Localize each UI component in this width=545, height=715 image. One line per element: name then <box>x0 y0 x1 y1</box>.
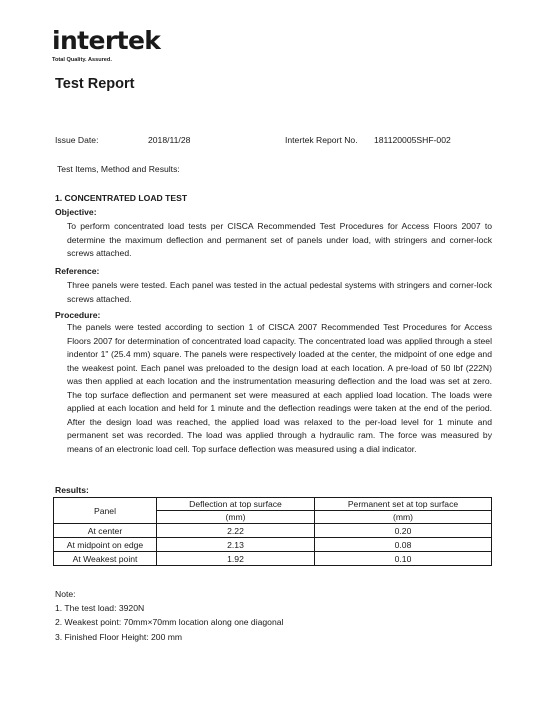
section-heading: 1. CONCENTRATED LOAD TEST <box>55 193 188 203</box>
test-items-heading: Test Items, Method and Results: <box>57 164 180 174</box>
header-panel: Panel <box>54 498 157 524</box>
note-label: Note: <box>55 589 76 599</box>
note-item: 1. The test load: 3920N <box>55 603 145 613</box>
table-row <box>54 538 492 552</box>
row-permanent-set: 0.20 <box>315 524 492 538</box>
row-deflection: 2.13 <box>157 538 315 552</box>
unit-permanent-set: (mm) <box>315 511 492 524</box>
table-row <box>54 524 492 538</box>
header-deflection: Deflection at top surface <box>157 498 315 511</box>
row-permanent-set: 0.10 <box>315 552 492 566</box>
header-permanent-set: Permanent set at top surface <box>315 498 492 511</box>
results-table <box>53 497 492 566</box>
row-deflection: 2.22 <box>157 524 315 538</box>
procedure-text: The panels were tested according to section 1 of CISCA 2007 Recommended Test Procedures for Access Floors 2007 for determination of concentrated load capacity. The concentrated load was applied through a steel indentor 1" (25.4 mm) square. The panels were respectively loaded at the center, the midpoint of one edge and the weakest point. Each panel was preloaded to the design load at each location. A pre-load of 50 lbf (222N) was then applied at each location and the instrumentation measuring deflection and the load was set at zero. The top surface deflection and permanent set were measured at each applied load location. The loads were applied at each location and held for 1 minute and the deflection readings were taken at the end of the period. After the design load was reached, the applied load was relaxed to the per-load level for 1 minute and permanent set was recorded. The load was applied through a hydraulic ram. The force was measured by means of an electronic load cell. Top surface deflection was measured using a dial indicator. <box>67 322 492 454</box>
objective-label: Objective: <box>55 207 97 217</box>
issue-date-value: 2018/11/28 <box>148 135 191 145</box>
logo-tagline: Total Quality. Assured. <box>52 57 112 63</box>
note-item: 3. Finished Floor Height: 200 mm <box>55 632 183 642</box>
logo-wordmark: intertek <box>52 26 161 55</box>
row-panel: At center <box>54 524 157 538</box>
page-title: Test Report <box>55 76 135 92</box>
row-panel: At midpoint on edge <box>54 538 157 552</box>
row-deflection: 1.92 <box>157 552 315 566</box>
table-header-row <box>54 498 492 511</box>
results-label: Results: <box>55 485 89 495</box>
reference-text: Three panels were tested. Each panel was tested in the actual pedestal systems with stringers and corner-lock screws attached. <box>67 280 492 304</box>
note-item: 2. Weakest point: 70mm×70mm location along one diagonal <box>55 617 284 627</box>
procedure-label: Procedure: <box>55 310 101 320</box>
row-permanent-set: 0.08 <box>315 538 492 552</box>
table-row <box>54 552 492 566</box>
report-number-label: Intertek Report No. <box>285 135 358 145</box>
report-number-value: 181120005SHF-002 <box>374 135 451 145</box>
row-panel: At Weakest point <box>54 552 157 566</box>
reference-label: Reference: <box>55 266 100 276</box>
unit-deflection: (mm) <box>157 511 315 524</box>
objective-text: To perform concentrated load tests per CISCA Recommended Test Procedures for Access Floors 2007 to determine the maximum deflection and permanent set of panels under load, with stringers and corner-lock screws attached. <box>67 221 492 259</box>
company-logo <box>52 26 161 63</box>
issue-date-label: Issue Date: <box>55 135 99 145</box>
